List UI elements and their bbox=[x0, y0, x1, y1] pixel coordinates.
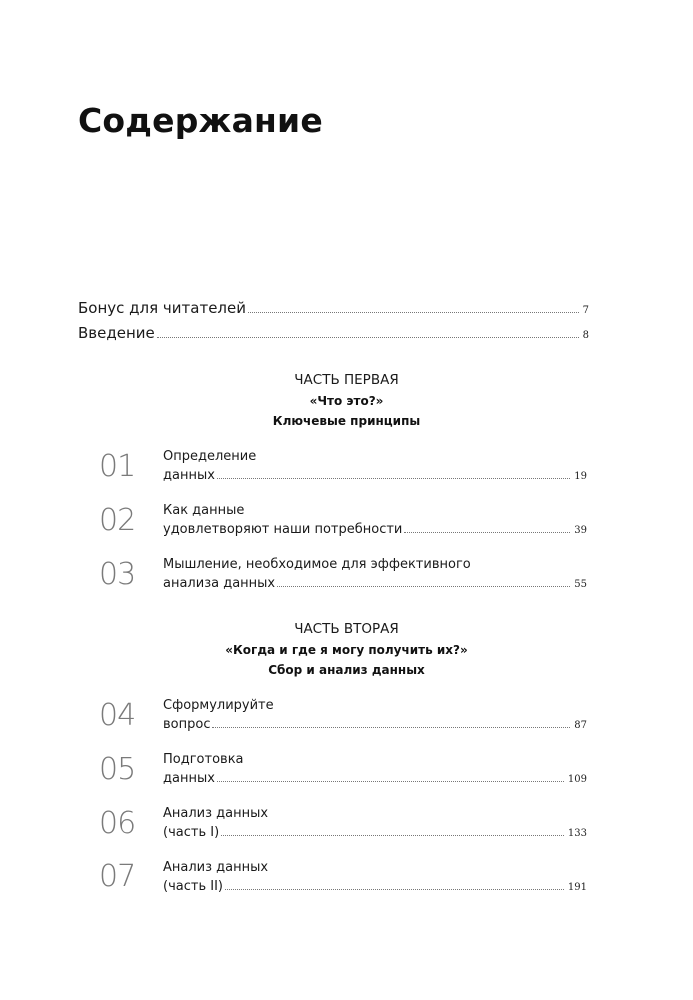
part-header-1 bbox=[0, 370, 693, 431]
toc-entry-chapter-05[interactable] bbox=[163, 768, 587, 790]
chapter-title: Подготовка bbox=[163, 752, 244, 767]
toc-page-number: 55 bbox=[574, 579, 587, 590]
dot-leader bbox=[212, 727, 570, 728]
chapter-title: Определение bbox=[163, 449, 257, 464]
dot-leader bbox=[217, 781, 564, 782]
chapter-title-continued: вопрос bbox=[163, 717, 211, 732]
chapter-number: 01 bbox=[99, 449, 136, 484]
chapter-number: 05 bbox=[99, 752, 136, 787]
toc-entry-chapter-01[interactable] bbox=[163, 465, 587, 487]
dot-leader bbox=[277, 586, 570, 587]
dot-leader bbox=[225, 889, 564, 890]
part-heading: Сбор и анализ данных bbox=[268, 663, 425, 677]
part-name: ЧАСТЬ ВТОРАЯ bbox=[294, 621, 399, 637]
toc-entry-chapter-07[interactable] bbox=[163, 876, 587, 898]
part-subtitle: «Что это?» bbox=[309, 394, 384, 408]
toc-entry-label: Введение bbox=[78, 324, 155, 342]
part-header-2 bbox=[0, 619, 693, 680]
toc-entry-chapter-06[interactable] bbox=[163, 822, 587, 844]
chapter-title: Мышление, необходимое для эффективного bbox=[163, 557, 471, 572]
dot-leader bbox=[157, 337, 579, 338]
toc-entry-bonus[interactable] bbox=[78, 297, 589, 319]
chapter-number: 03 bbox=[99, 557, 136, 592]
chapter-title: Анализ данных bbox=[163, 806, 269, 821]
toc-page-number: 109 bbox=[567, 774, 587, 785]
toc-page-number: 8 bbox=[582, 330, 589, 341]
dot-leader bbox=[217, 478, 570, 479]
toc-entry-chapter-03[interactable] bbox=[163, 573, 587, 595]
dot-leader bbox=[248, 312, 579, 313]
chapter-number: 06 bbox=[99, 806, 136, 841]
chapter-number: 04 bbox=[99, 698, 136, 733]
chapter-number: 02 bbox=[99, 503, 136, 538]
chapter-title-continued: (часть I) bbox=[163, 825, 220, 840]
toc-entry-introduction[interactable] bbox=[78, 322, 589, 344]
chapter-title-continued: данных bbox=[163, 468, 215, 483]
toc-page-number: 191 bbox=[567, 882, 587, 893]
chapter-title: Как данные bbox=[163, 503, 245, 518]
chapter-title-continued: данных bbox=[163, 771, 215, 786]
toc-page-number: 7 bbox=[582, 305, 589, 316]
toc-page-number: 19 bbox=[574, 471, 587, 482]
chapter-number: 07 bbox=[99, 859, 136, 894]
toc-entry-chapter-04[interactable] bbox=[163, 714, 587, 736]
part-name: ЧАСТЬ ПЕРВАЯ bbox=[294, 372, 399, 388]
chapter-title-continued: (часть II) bbox=[163, 879, 223, 894]
chapter-title: Сформулируйте bbox=[163, 698, 274, 713]
chapter-title: Анализ данных bbox=[163, 860, 269, 875]
toc-page-number: 87 bbox=[574, 720, 587, 731]
toc-page-number: 133 bbox=[567, 828, 587, 839]
chapter-title-continued: анализа данных bbox=[163, 576, 276, 591]
dot-leader bbox=[404, 532, 570, 533]
toc-page-number: 39 bbox=[574, 525, 587, 536]
toc-entry-label: Бонус для читателей bbox=[78, 299, 246, 317]
dot-leader bbox=[221, 835, 564, 836]
page-title: Содержание bbox=[78, 101, 323, 140]
part-heading: Ключевые принципы bbox=[272, 414, 421, 428]
toc-entry-chapter-02[interactable] bbox=[163, 519, 587, 541]
chapter-title-continued: удовлетворяют наши потребности bbox=[163, 522, 403, 537]
part-subtitle: «Когда и где я могу получить их?» bbox=[225, 643, 468, 657]
